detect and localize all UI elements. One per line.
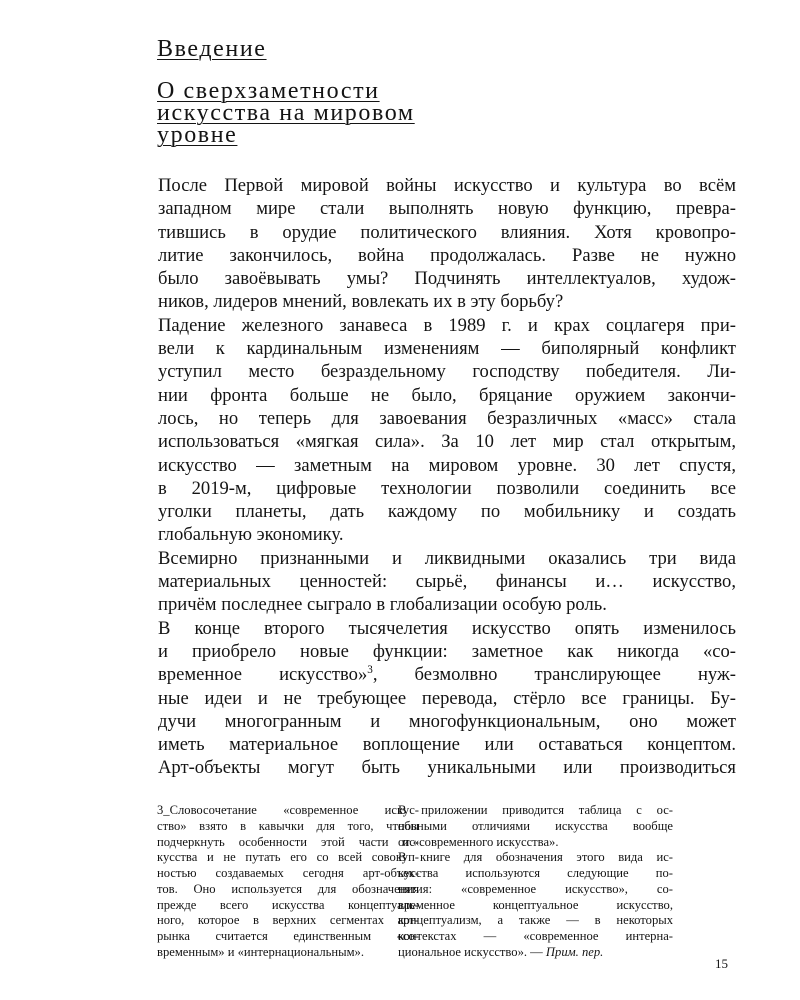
chapter-title-line: уровне bbox=[157, 122, 238, 148]
footnote-line: рынка считается единственным «со- bbox=[157, 929, 419, 943]
footnote-paragraph bbox=[398, 803, 673, 850]
footnote-line: кусства используются следующие по- bbox=[398, 866, 673, 880]
text-line: искусство — заметным на мировом уровне. 30 лет спустя, bbox=[158, 454, 736, 476]
paragraph-3 bbox=[158, 547, 736, 617]
text-line: уступил место безраздельному господству победителя. Ли- bbox=[158, 361, 736, 383]
footnote-line: контекстах — «современное интерна- bbox=[398, 929, 673, 943]
footnote-line: подчеркнуть особенности этой части ис- bbox=[157, 834, 419, 849]
text-line: тившись в орудие политического влияния. Хотя кровопро- bbox=[158, 221, 736, 243]
footnote-line: ного, которое в верхних сегментах арт- bbox=[157, 913, 419, 928]
footnote-line: 3_Словосочетание «современное искус- bbox=[157, 803, 419, 817]
text-line: лось, но теперь для завоевания безразличных «масс» стала bbox=[158, 407, 736, 429]
translator-note: Прим. пер. bbox=[545, 944, 604, 959]
text-segment: временное искусство» bbox=[158, 664, 368, 686]
text-line bbox=[158, 663, 737, 686]
text-segment: циональное искусство». — bbox=[398, 944, 546, 959]
text-line: нии фронта больше не было, бряцание оружием закончи- bbox=[158, 384, 736, 406]
paragraph-1 bbox=[158, 174, 736, 314]
footnote-line: временным» и «интернациональным». bbox=[157, 944, 364, 959]
footnote-line bbox=[398, 945, 673, 961]
text-line: Арт-объекты могут быть уникальными или производиться bbox=[158, 757, 736, 779]
text-line: материальных ценностей: сырьё, финансы и… искусство, bbox=[158, 571, 736, 593]
text-line: вели к кардинальным изменениям — биполярный конфликт bbox=[158, 338, 736, 360]
text-line: Падение железного занавеса в 1989 г. и крах соцлагеря при- bbox=[158, 314, 736, 336]
footnote-line: кусства и не путать его со всей совокуп- bbox=[157, 850, 419, 865]
text-line: После Первой мировой войны искусство и культура во всём bbox=[158, 175, 736, 196]
text-line: ников, лидеров мнений, вовлекать их в эту борьбу? bbox=[158, 291, 564, 313]
footnote-line: ство» взято в кавычки для того, чтобы bbox=[157, 818, 419, 833]
text-line: западном мире стали выполнять новую функцию, превра- bbox=[158, 198, 736, 220]
text-line: в 2019-м, цифровые технологии позволили соединить все bbox=[158, 477, 736, 499]
footnote-line: прежде всего искусства концептуаль- bbox=[157, 897, 419, 912]
page-number: 15 bbox=[715, 956, 728, 971]
footnote-line: концептуализм, а также — в некоторых bbox=[398, 913, 673, 928]
footnote-line: нятия: «современное искусство», со- bbox=[398, 881, 673, 896]
footnote-line: временное концептуальное искусство, bbox=[398, 897, 673, 912]
footnote-line: новными отличиями искусства вообще bbox=[398, 818, 673, 833]
text-line: уголки планеты, дать каждому по мобильнику и создать bbox=[158, 501, 736, 523]
section-label: Введение bbox=[157, 36, 267, 62]
footnote-line: от «современного искусства». bbox=[398, 834, 559, 849]
text-line: Всемирно признанными и ликвидными оказались три вида bbox=[158, 547, 736, 569]
text-line: иметь материальное воплощение или оставаться концептом. bbox=[158, 734, 736, 756]
main-text bbox=[158, 174, 736, 780]
text-line: было завоёвывать умы? Подчинять интеллектуалов, худож- bbox=[158, 268, 736, 290]
footnote-paragraph bbox=[398, 850, 673, 960]
chapter-title-line: О сверхзаметности bbox=[157, 78, 380, 104]
footnote-line: ностью создаваемых сегодня арт-объек- bbox=[157, 866, 419, 880]
footnote-marker[interactable]: 3 bbox=[367, 664, 373, 677]
footnote-line: В книге для обозначения этого вида ис- bbox=[398, 850, 673, 865]
chapter-title bbox=[157, 80, 415, 146]
text-line: ные идеи и не требующее перевода, стёрло все границы. Бу- bbox=[158, 687, 736, 709]
text-line: глобальную экономику. bbox=[158, 524, 344, 546]
paragraph-2 bbox=[158, 314, 736, 547]
text-line: и приобрело новые функции: заметное как никогда «со- bbox=[158, 640, 736, 662]
chapter-title-line: искусства на мировом bbox=[157, 100, 415, 126]
footnote-left-column bbox=[157, 803, 419, 961]
text-line: дучи многогранным и многофункциональным, оно может bbox=[158, 710, 736, 732]
footnote-right-column bbox=[398, 803, 673, 961]
footnote-line: В приложении приводится таблица с ос- bbox=[398, 803, 673, 817]
footnote-line: тов. Оно используется для обозначения bbox=[157, 881, 419, 896]
text-segment: , безмолвно транслирующее нуж- bbox=[372, 664, 737, 686]
text-line: использоваться «мягкая сила». За 10 лет мир стал открытым, bbox=[158, 431, 736, 453]
text-line: В конце второго тысячелетия искусство опять изменилось bbox=[158, 617, 736, 639]
paragraph-4 bbox=[158, 617, 736, 780]
text-line: причём последнее сыграло в глобализации особую роль. bbox=[158, 594, 607, 616]
text-line: литие закончилось, война продолжалась. Разве не нужно bbox=[158, 244, 736, 266]
